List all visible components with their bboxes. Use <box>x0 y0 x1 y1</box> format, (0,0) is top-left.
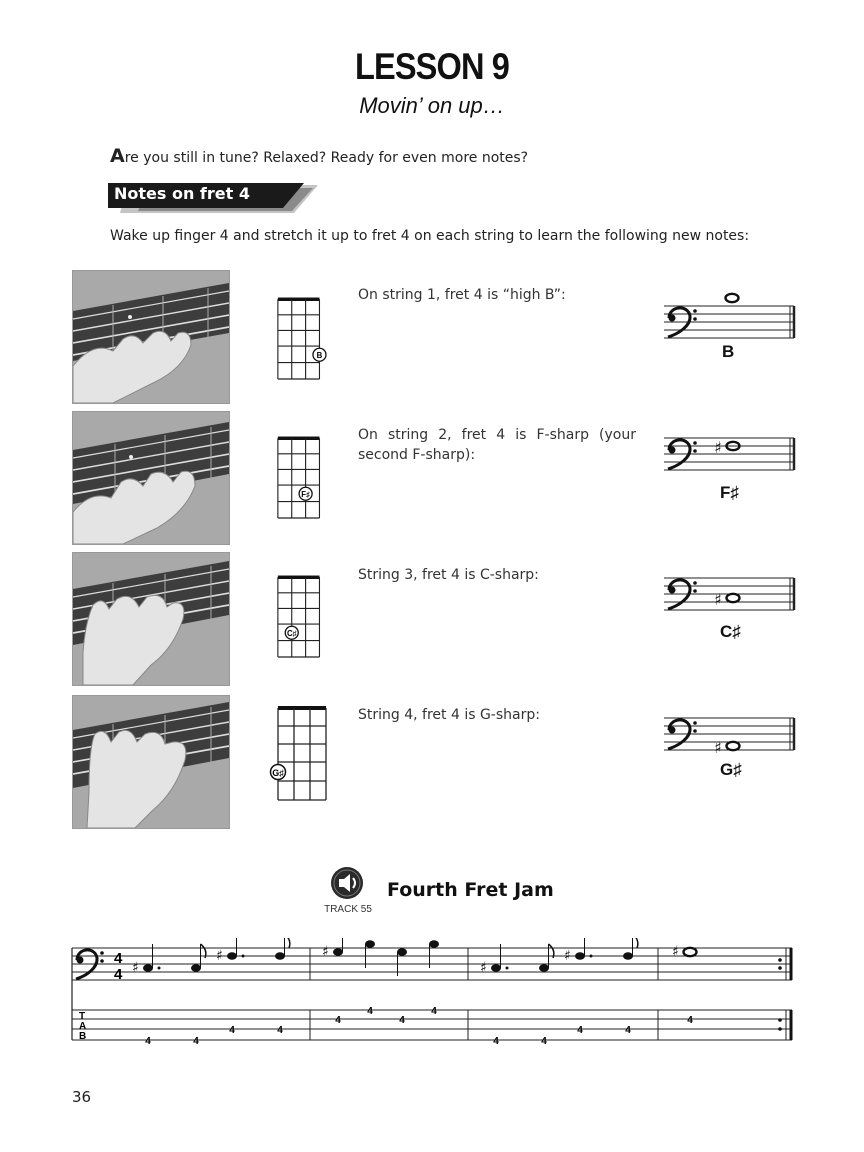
time-signature-bottom: 4 <box>114 966 123 983</box>
tab-letter-a: A <box>79 1021 87 1032</box>
intro-paragraph <box>110 145 528 167</box>
note-name-2: F♯ <box>720 483 739 502</box>
tab-number: 4 <box>625 1025 631 1036</box>
note-name-1: B <box>722 342 735 361</box>
tab-number: 4 <box>145 1036 151 1047</box>
track-label: TRACK 55 <box>324 904 372 915</box>
note-description-1: On string 1, fret 4 is “high B”: <box>358 287 566 303</box>
speaker-icon[interactable] <box>330 866 364 900</box>
intro-dropcap: A <box>110 145 125 167</box>
tab-number: 4 <box>541 1036 547 1047</box>
svg-text:♯: ♯ <box>672 944 679 960</box>
tab-number: 4 <box>493 1036 499 1047</box>
note-description-3: String 3, fret 4 is C-sharp: <box>358 567 539 583</box>
tab-number: 4 <box>399 1015 405 1026</box>
tab-letter-b: B <box>79 1031 87 1042</box>
note-description-2: On string 2, fret 4 is F-sharp (your second F-sharp): <box>358 427 636 463</box>
intro-text: re you still in tune? Relaxed? Ready for even more notes? <box>124 150 529 166</box>
svg-text:♯: ♯ <box>714 590 722 609</box>
instruction-text: Wake up finger 4 and stretch it up to fret 4 on each string to learn the following new notes: <box>110 228 750 244</box>
page-number: 36 <box>72 1088 92 1106</box>
song-title: Fourth Fret Jam <box>387 879 554 901</box>
hand-photo-string-4 <box>72 695 230 829</box>
fret-diagram-string-1 <box>277 290 329 390</box>
tab-number: 4 <box>367 1006 373 1017</box>
tab-letter-t: T <box>79 1011 86 1022</box>
diagram-note-label: F♯ <box>301 490 310 500</box>
svg-text:♯: ♯ <box>216 948 223 964</box>
svg-text:♯: ♯ <box>132 960 139 976</box>
diagram-note-label: G♯ <box>272 768 284 778</box>
svg-text:♯: ♯ <box>714 738 722 757</box>
note-name-4: G♯ <box>720 760 742 779</box>
note-name-3: C♯ <box>720 622 741 641</box>
diagram-note-label: B <box>316 351 323 361</box>
lesson-title: LESSON 9 <box>355 46 509 87</box>
fret-diagram-string-4 <box>268 705 336 805</box>
hand-photo-string-1 <box>72 270 230 404</box>
tab-number: 4 <box>687 1015 693 1026</box>
tab-number: 4 <box>577 1025 583 1036</box>
lesson-subtitle: Movin’ on up… <box>359 93 505 118</box>
diagram-note-label: C♯ <box>286 629 297 639</box>
section-heading: Notes on fret 4 <box>114 184 250 203</box>
fret-diagram-string-3 <box>277 568 329 668</box>
tab-number: 4 <box>193 1036 199 1047</box>
fret-diagram-string-2 <box>277 429 329 529</box>
hand-photo-string-3 <box>72 552 230 686</box>
svg-text:♯: ♯ <box>564 948 571 964</box>
time-signature-top: 4 <box>114 950 123 967</box>
hand-photo-string-2 <box>72 411 230 545</box>
note-description-4: String 4, fret 4 is G-sharp: <box>358 707 540 723</box>
tab-number: 4 <box>277 1025 283 1036</box>
tab-number: 4 <box>335 1015 341 1026</box>
svg-text:♯: ♯ <box>714 438 722 457</box>
svg-text:♯: ♯ <box>322 944 329 960</box>
song-notation <box>68 938 802 1050</box>
tab-number: 4 <box>229 1025 235 1036</box>
tab-number: 4 <box>431 1006 437 1017</box>
svg-text:♯: ♯ <box>480 960 487 976</box>
